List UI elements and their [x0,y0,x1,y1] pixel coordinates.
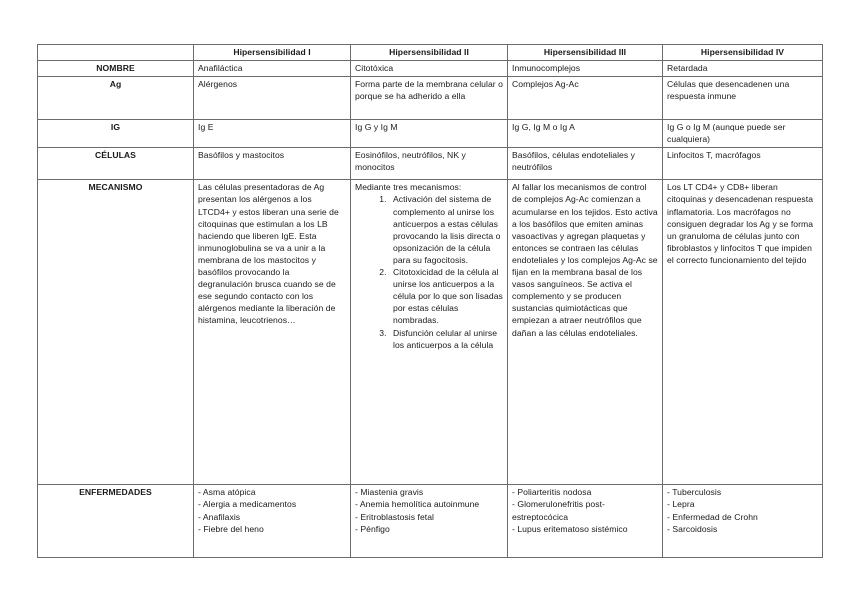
cell-enfermedades-h2 [351,485,508,558]
row-enfermedades [38,485,823,558]
cell-ag-h1: Alérgenos [194,77,351,120]
cell-ig-h3: Ig G, Ig M o Ig A [508,120,663,148]
cell-mecanismo-h2 [351,180,508,485]
cell-celulas-h3: Basófilos, células endoteliales y neutrófilos [508,148,663,180]
disease-item: - Alergia a medicamentos [198,499,297,510]
cell-celulas-h2: Eosinófilos, neutrófilos, NK y monocitos [351,148,508,180]
mecanismo-h2-item-1: 1. Activación del sistema de complemento al unirse los anticuerpos a estas células provocando la lisis directa o opsonización de la célula para su fagocitosis. [389,193,503,266]
mecanismo-h2-item-3: 3. Disfunción celular al unirse los anticuerpos a la célula [389,327,503,351]
cell-nombre-h1: Anafiláctica [194,61,351,77]
header-hipersensibilidad-2: Hipersensibilidad II [351,45,508,61]
row-ag [38,77,823,120]
disease-item: - Pénfigo [355,523,390,534]
mecanismo-h2-intro: Mediante tres mecanismos: [355,182,462,193]
cell-celulas-h1: Basófilos y mastocitos [194,148,351,180]
row-label-enfermedades: ENFERMEDADES [38,485,194,558]
disease-item: - Sarcoidosis [667,523,718,534]
disease-item: - Lupus eritematoso sistémico [512,523,628,534]
disease-item: - Anafilaxis [198,511,241,522]
cell-ag-h4: Células que desencadenen una respuesta inmune [663,77,823,120]
disease-item: - Miastenia gravis [355,487,424,498]
disease-item: - Eritroblastosis fetal [355,511,434,522]
row-label-ig: IG [38,120,194,148]
cell-mecanismo-h3: Al fallar los mecanismos de control de complejos Ag-Ac comienzan a acumularse en los tejidos. Esto activa a los basófilos que emiten aminas vasoactivas y agregan plaquetas y entonces se contraen las células endoteliales y los complejos Ag-Ac se fijan en la membrana basal de los vasos sanguíneos. Se activa el complemento y se producen sustancias quimiotácticas que empiezan a atraer neutrófilos que dañan a las células endoteliales. [508,180,663,485]
disease-item: - Glomerulonefritis post-estreptocócica [512,499,605,522]
mecanismo-h2-list [355,193,503,350]
header-hipersensibilidad-1: Hipersensibilidad I [194,45,351,61]
header-row [38,45,823,61]
cell-ag-h2: Forma parte de la membrana celular o porque se ha adherido a ella [351,77,508,120]
disease-item: - Tuberculosis [667,487,722,498]
disease-item: - Anemia hemolítica autoinmune [355,499,480,510]
cell-enfermedades-h4 [663,485,823,558]
cell-enfermedades-h1 [194,485,351,558]
row-nombre [38,61,823,77]
cell-ig-h1: Ig E [194,120,351,148]
row-label-celulas: CÉLULAS [38,148,194,180]
cell-mecanismo-h1: Las células presentadoras de Ag presentan los alérgenos a los LTCD4+ y estos liberan una serie de citoquinas que estimulan a los LB haciendo que liberen IgE. Esta inmunoglobulina se va a unir a la membrana de los mastocitos y basófilos provocando la degranulación brusca cuando se de ese segundo contacto con los alérgenos mediante la liberación de histamina, leucotrienos… [194,180,351,485]
disease-item: - Asma atópica [198,487,256,498]
cell-nombre-h3: Inmunocomplejos [508,61,663,77]
cell-nombre-h2: Citotóxica [351,61,508,77]
disease-item: - Poliarteritis nodosa [512,487,592,498]
header-hipersensibilidad-3: Hipersensibilidad III [508,45,663,61]
cell-mecanismo-h4: Los LT CD4+ y CD8+ liberan citoquinas y desencadenan respuesta inflamatoria. Los macrófagos no consiguen degradar los Ag y se forma un granuloma de células junto con fibroblastos y linfocitos T que impiden el correcto funcionamiento del tejido [663,180,823,485]
disease-item: - Fiebre del heno [198,523,264,534]
row-mecanismo [38,180,823,485]
mecanismo-h2-item-2: 2. Citotoxicidad de la célula al unirse los anticuerpos a la célula por lo que son lisadas por estas células nombradas. [389,266,503,326]
cell-ag-h3: Complejos Ag-Ac [508,77,663,120]
row-label-ag: Ag [38,77,194,120]
row-celulas [38,148,823,180]
disease-item: - Enfermedad de Crohn [667,511,758,522]
cell-ig-h4: Ig G o Ig M (aunque puede ser cualquiera) [663,120,823,148]
row-label-mecanismo: MECANISMO [38,180,194,485]
cell-ig-h2: Ig G y Ig M [351,120,508,148]
cell-celulas-h4: Linfocitos T, macrófagos [663,148,823,180]
hypersensitivity-comparison-table [37,44,823,558]
header-corner-cell [38,45,194,61]
disease-item: - Lepra [667,499,695,510]
header-hipersensibilidad-4: Hipersensibilidad IV [663,45,823,61]
cell-nombre-h4: Retardada [663,61,823,77]
row-label-nombre: NOMBRE [38,61,194,77]
cell-enfermedades-h3 [508,485,663,558]
row-ig [38,120,823,148]
